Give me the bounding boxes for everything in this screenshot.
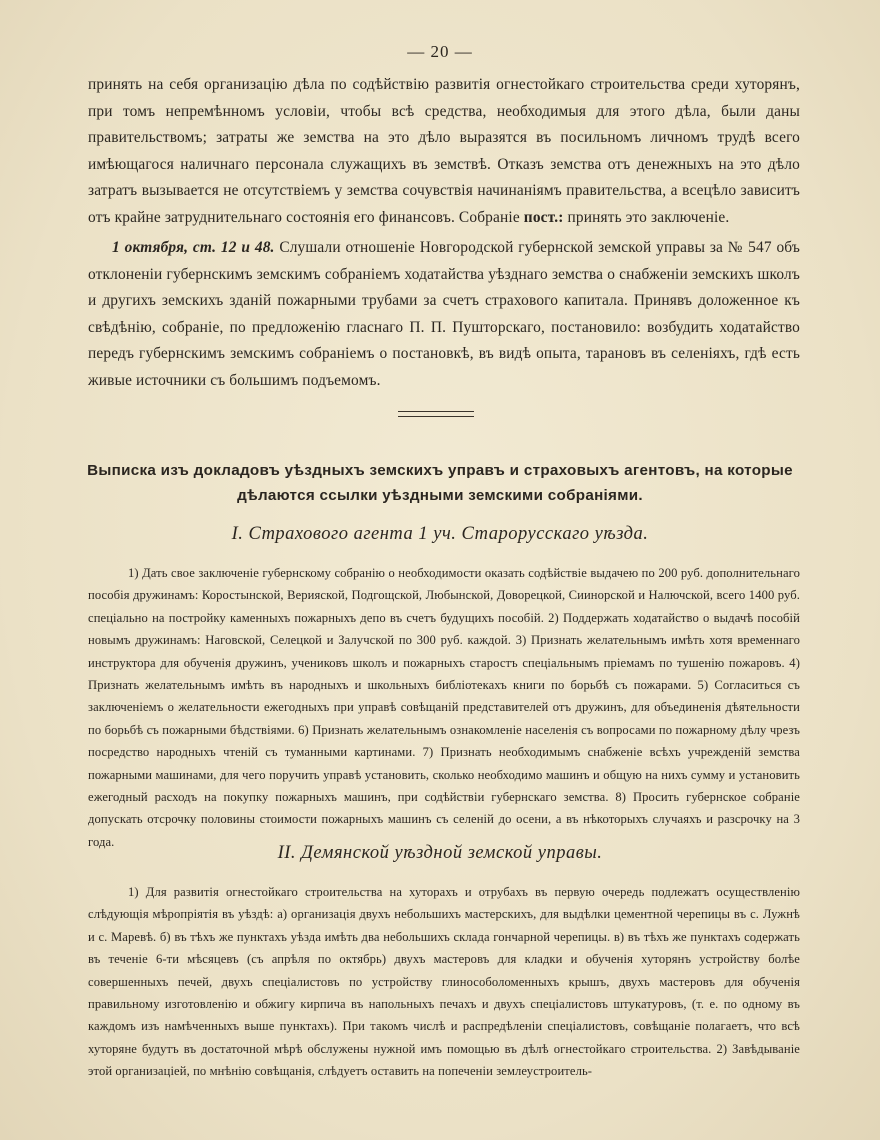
section-1-text: 1) Дать свое заключеніе губернскому собранію о необходимости оказать содѣйствіе выдачею по 200 руб. дополнительнаго пособія дружинамъ: Коростынской, Верияской, Подгощской, Любынской, Доворецкой, Сиинорской и Налючской, всего 1400 руб. спеціально на постройку каменныхъ пожарныхъ депо въ счетъ будущихъ пособій. 2) Поддержать ходатайство о выдачѣ пособій новымъ дружинамъ: Наговской, Селецкой и Залучской по 300 руб. каждой. 3) Признать желательнымъ имѣть хотя временнаго инструктора для обученія дружинъ, учениковъ школъ и пожарныхъ старостъ спеціальнымъ пріемамъ по тушенію пожаровъ. 4) Признать желательнымъ имѣть въ народныхъ и школьныхъ библіотекахъ книги по борьбѣ съ пожарами. 5) Согласиться съ заключеніемъ о желательности ежегодныхъ при управѣ совѣщаній представителей отъ дружинъ, для объединенія дѣятельности по борьбѣ съ пожарными бѣдствіями. 6) Признать желательнымъ ознакомленіе населенія съ вопросами по пожарному дѣлу чрезъ посредство народныхъ чтеній съ туманными картинами. 7) Признать необходимымъ снабженіе всѣхъ учрежденій земства пожарными машинами, для чего поручить управѣ установить, сколько необходимо машинъ и общую на нихъ сумму и установить ежегодный расходъ на покупку пожарныхъ машинъ, при содѣйствіи губернскаго земства. 8) Просить губернское собраніе допускать отсрочку половины стоимости пожарныхъ машинъ съ селеній до осени, а въ нѣкоторыхъ случаяхъ и разсрочку на 3 года. [88, 566, 800, 849]
section-2-body [88, 881, 800, 1083]
section-2-text: 1) Для развитія огнестойкаго строительства на хуторахъ и отрубахъ въ первую очередь подлежатъ осуществленію слѣдующія мѣропріятія въ уѣздѣ: а) организація двухъ небольшихъ мастерскихъ, для выдѣлки цементной черепицы въ с. Лужнѣ и с. Маревѣ. б) въ тѣхъ же пунктахъ уѣзда имѣть два небольшихъ склада гончарной черепицы. в) въ тѣхъ же пунктахъ содержать въ теченіе 6-ти мѣсяцевъ (съ апрѣля по октябрь) двухъ мастеровъ для кладки и обученія хуторянъ устройству болѣе совершенныхъ печей, двухъ спеціалистовъ по устройству глинособоломенныхъ крышъ, двухъ мастеровъ для обученія правильному изготовленію и обжигу кирпича въ напольныхъ печахъ и двухъ спеціалистовъ штукатуровъ, (т. е. по одному въ каждомъ изъ намѣченныхъ выше пунктахъ). При такомъ числѣ и распредѣленіи спеціалистовъ, совѣщаніе полагаетъ, что всѣ хуторяне будутъ въ достаточной мѣрѣ обслужены нужной имъ помощью въ дѣлѣ огнестойкаго строительства. 2) Завѣдываніе этой организаціей, по мнѣнію совѣщанія, слѣдуетъ оставить на попеченіи землеустроитель- [88, 885, 800, 1079]
paragraph-2-date: 1 октября, ст. 12 и 48. [112, 239, 275, 256]
paragraph-1 [88, 72, 800, 231]
section-2-title: II. Демянской уѣздной земской управы. [277, 843, 603, 863]
paragraph-2-text: Слушали отношеніе Новгородской губернской земской управы за № 547 объ отклоненіи губернскимъ земскимъ собраніемъ ходатайства уѣзднаго земства о снабженіи земскихъ школъ и другихъ земскихъ зданій пожарными трубами за счетъ страхового капитала. Принявъ доложенное къ свѣдѣнію, собраніе, по предложенію гласнаго П. П. Пушторскаго, постановило: возбудить ходатайство передъ губернскимъ земскимъ собраніемъ о постановкѣ, въ видѣ опыта, тарановъ въ селеніяхъ, гдѣ есть живые источники съ большимъ подъемомъ. [88, 239, 800, 389]
paragraph-1-text: принять на себя организацію дѣла по содѣйствію развитія огнестойкаго строительства среди хуторянъ, при томъ непремѣнномъ условіи, чтобы всѣ средства, необходимыя для этого дѣла, были даны правительствомъ; затраты же земства на это дѣло выразятся въ посильномъ личномъ трудѣ всего имѣющагося наличнаго персонала служащихъ въ земствѣ. Отказъ земства отъ денежныхъ на это дѣло затратъ вызывается не отсутствіемъ у земства сочувствія начинаніямъ правительства, а всецѣло зависитъ отъ крайне затруднительнаго состоянія его финансовъ. Собраніе [88, 76, 800, 226]
extract-heading: Выписка изъ докладовъ уѣздныхъ земскихъ управъ и страховыхъ агентовъ, на которые дѣлаются ссылки уѣздными земскими собраніями. [87, 462, 793, 504]
section-1-body [88, 562, 800, 853]
section-1-title: I. Страхового агента 1 уч. Старорусскаго уѣзда. [231, 524, 649, 544]
paragraph-1-end: принять это заключеніе. [567, 208, 730, 226]
post-label: пост.: [523, 208, 564, 226]
paragraph-2 [88, 235, 800, 394]
section-separator [398, 411, 474, 417]
page-number: — 20 — [407, 42, 473, 61]
